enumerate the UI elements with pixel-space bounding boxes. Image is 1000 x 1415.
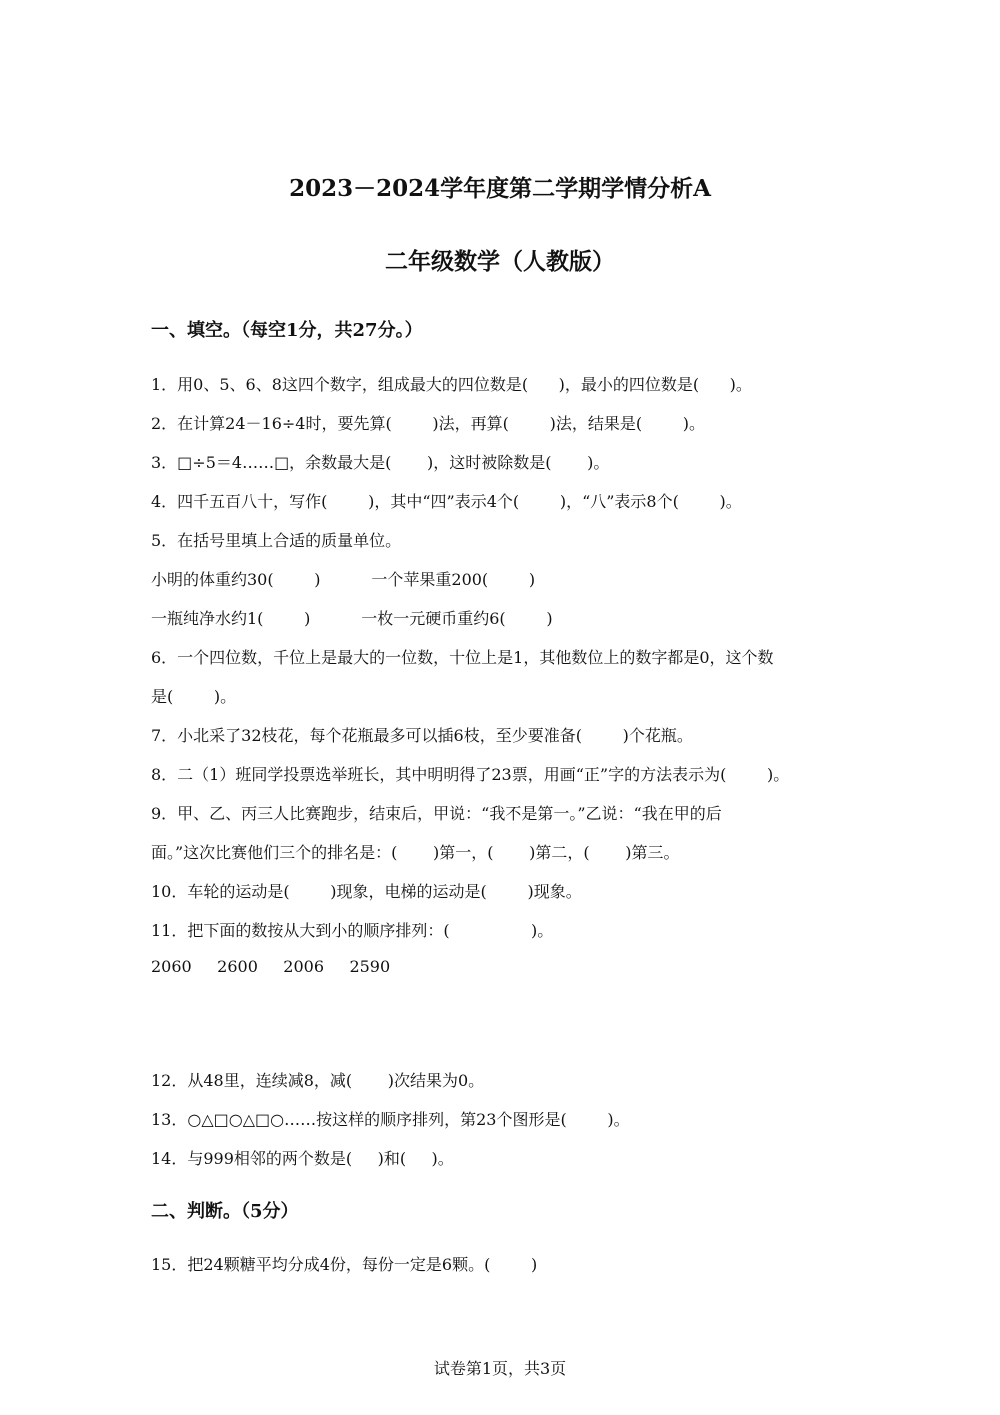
exam-subtitle: 二年级数学（人教版） <box>385 248 615 275</box>
question-13: 13．○△□○△□○……按这样的顺序排列，第23个图形是( )。 <box>151 1110 630 1129</box>
question-4: 4．四千五百八十，写作( )，其中“四”表示4个( )，“八”表示8个( )。 <box>151 492 742 511</box>
question-6-cont: 是( )。 <box>151 687 237 706</box>
question-15: 15．把24颗糖平均分成4份，每份一定是6颗。( ) <box>151 1255 538 1274</box>
question-9: 9．甲、乙、丙三人比赛跑步，结束后，甲说：“我不是第一。”乙说：“我在甲的后 <box>151 804 722 823</box>
question-10: 10．车轮的运动是( )现象，电梯的运动是( )现象。 <box>151 882 582 901</box>
question-6: 6．一个四位数，千位上是最大的一位数，十位上是1，其他数位上的数字都是0，这个数 <box>151 648 774 667</box>
question-7: 7．小北采了32枝花，每个花瓶最多可以插6枝，至少要准备( )个花瓶。 <box>151 726 693 745</box>
question-5: 5．在括号里填上合适的质量单位。 <box>151 531 402 550</box>
question-5-row-2: 一瓶纯净水约1( ) 一枚一元硬币重约6( ) <box>151 609 553 628</box>
question-5-row-1: 小明的体重约30( ) 一个苹果重200( ) <box>151 570 536 589</box>
section-judgement-heading: 二、判断。（5分） <box>151 1201 299 1222</box>
page-footer: 试卷第1页，共3页 <box>433 1359 567 1378</box>
exam-title: 2023－2024学年度第二学期学情分析A <box>289 175 711 202</box>
section-fill-in-heading: 一、填空。（每空1分，共27分。） <box>151 320 423 341</box>
question-14: 14．与999相邻的两个数是( )和( )。 <box>151 1149 454 1168</box>
question-11-numbers: 2060 2600 2006 2590 <box>151 957 391 976</box>
question-3: 3．□÷5＝4……□，余数最大是( )，这时被除数是( )。 <box>151 453 610 472</box>
question-1: 1．用0、5、6、8这四个数字，组成最大的四位数是( )，最小的四位数是( )。 <box>151 375 752 394</box>
question-11: 11．把下面的数按从大到小的顺序排列：( )。 <box>151 921 554 940</box>
question-2: 2．在计算24－16÷4时，要先算( )法，再算( )法，结果是( )。 <box>151 414 706 433</box>
question-8: 8．二（1）班同学投票选举班长，其中明明得了23票，用画“正”字的方法表示为( )。 <box>151 765 790 784</box>
question-9-cont: 面。”这次比赛他们三个的排名是：( )第一，( )第二，( )第三。 <box>151 843 680 862</box>
question-12: 12．从48里，连续减8，减( )次结果为0。 <box>151 1071 485 1090</box>
